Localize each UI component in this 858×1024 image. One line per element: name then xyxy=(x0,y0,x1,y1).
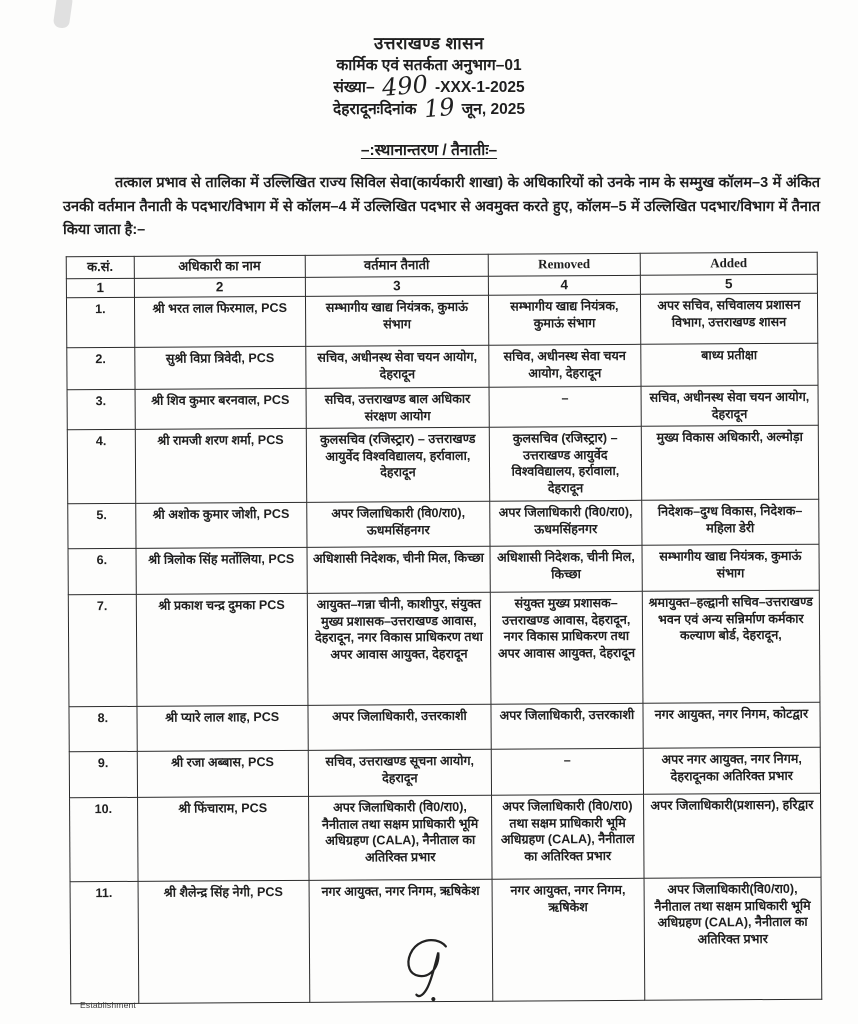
establishment-label: Establishment xyxy=(80,1000,136,1010)
table-row xyxy=(68,590,820,707)
cell-officer-name: श्री फिंचाराम, PCS xyxy=(137,796,309,881)
cell-sno: 5. xyxy=(68,503,136,548)
cell-added: अपर जिलाधिकारी(प्रशासन), हरिद्वार xyxy=(643,793,821,878)
cell-officer-name: श्री प्रकाश चन्द्र दुमका PCS xyxy=(136,593,308,706)
cell-removed: कुलसचिव (रजिस्ट्रार) – उत्तराखण्ड आयुर्वेद विश्वविद्यालय, हर्रावाला, देहरादून xyxy=(489,426,641,501)
column-number: 5 xyxy=(640,273,817,294)
cell-added: सचिव, अधीनस्थ सेवा चयन आयोग, देहरादून xyxy=(641,385,819,426)
cell-officer-name: श्री अशोक कुमार जोशी, PCS xyxy=(135,502,306,548)
date-suffix: जून, 2025 xyxy=(461,101,525,118)
cell-officer-name: सुश्री विप्रा त्रिवेदी, PCS xyxy=(134,346,305,389)
cell-removed: सम्भागीय खाद्य नियंत्रक, कुमाऊं संभाग xyxy=(488,294,640,345)
handwritten-number: 490 xyxy=(380,70,429,102)
cell-removed: – xyxy=(489,386,641,427)
col-header-added: Added xyxy=(640,252,817,275)
cell-added: निदेशक–दुग्ध विकास, निदेशक–महिला डेरी xyxy=(641,499,819,545)
cell-officer-name: श्री रामजी शरण शर्मा, PCS xyxy=(135,428,307,503)
cell-current-posting: अपर जिलाधिकारी (वि0/रा0), ऊधमसिंहनगर xyxy=(307,501,491,547)
cell-removed: संयुक्त मुख्य प्रशासक–उत्तराखण्ड आवास, देहरादून, नगर विकास प्राधिकरण तथा अपर आवास आयुक्त, देहरादून xyxy=(490,591,642,704)
column-number: 4 xyxy=(488,274,640,294)
letterhead xyxy=(0,0,858,124)
signature-scribble xyxy=(394,933,453,1010)
handwritten-date: 19 xyxy=(422,92,456,124)
cell-current-posting: सचिव, उत्तराखण्ड सूचना आयोग, देहरादून xyxy=(308,749,492,796)
date-prefix: देहरादूनःदिनांक xyxy=(333,101,417,118)
col-header-name: अधिकारी का नाम xyxy=(134,255,305,278)
number-prefix: संख्या– xyxy=(333,79,375,96)
cell-added: अपर नगर आयुक्त, नगर निगम, देहरादूनका अतिरिक्त प्रभार xyxy=(643,747,821,794)
cell-added: अपर सचिव, सचिवालय प्रशासन विभाग, उत्तराखण्ड शासन xyxy=(640,293,818,344)
table-row xyxy=(67,425,818,504)
cell-current-posting: अधिशासी निदेशक, चीनी मिल, किच्छा xyxy=(307,546,491,593)
transfer-table xyxy=(66,251,823,1004)
transfer-table-wrap xyxy=(66,251,823,1004)
cell-sno: 10. xyxy=(70,797,138,881)
cell-current-posting: अपर जिलाधिकारी (वि0/रा0), नैनीताल तथा सक्षम प्राधिकारी भूमि अधिग्रहण (CALA), नैनीताल का अतिरिक्त प्रभार xyxy=(308,795,492,880)
table-row xyxy=(70,793,821,882)
number-suffix: -XXX-1-2025 xyxy=(435,79,525,96)
cell-removed: – xyxy=(491,748,643,795)
table-row xyxy=(66,293,817,348)
cell-sno: 7. xyxy=(68,594,136,706)
subject-heading: –:स्थानान्तरण / तैनातीः– xyxy=(360,142,498,159)
cell-removed: अपर जिलाधिकारी (वि0/रा0), ऊधमसिंहनगर xyxy=(490,500,642,546)
cell-current-posting: सचिव, अधीनस्थ सेवा चयन आयोग, देहरादून xyxy=(306,345,489,388)
order-paragraph: तत्काल प्रभाव से तालिका में उल्लिखित राज्य सिविल सेवा(कार्यकारी शाखा) के अधिकारियों को उनके नाम के सम्मुख कॉलम–3 में अंकित उनकी वर्तमान तैनाती के पदभार/विभाग में से कॉलम–4 में उल्लिखित पदभार से अवमुक्त करते हुए, कॉलम–5 में उल्लिखित पदभार/विभाग में तैनात किया जाता है:– xyxy=(63,175,820,238)
org-title: उत्तराखण्ड शासन xyxy=(373,34,485,53)
table-row xyxy=(68,499,819,549)
cell-added: सम्भागीय खाद्य नियंत्रक, कुमाऊं संभाग xyxy=(642,544,820,591)
table-row xyxy=(68,544,819,595)
cell-officer-name: श्री शैलेन्द्र सिंह नेगी, PCS xyxy=(138,880,310,1003)
cell-officer-name: श्री प्यारे लाल शाह, PCS xyxy=(137,705,308,751)
column-number: 2 xyxy=(134,276,305,297)
column-number: 1 xyxy=(66,277,134,297)
cell-removed: अपर जिलाधिकारी, उत्तरकाशी xyxy=(491,703,643,749)
cell-removed: नगर आयुक्त, नगर निगम, ऋषिकेश xyxy=(492,878,644,1001)
cell-officer-name: श्री भरत लाल फिरमाल, PCS xyxy=(134,296,306,347)
cell-sno: 8. xyxy=(69,706,137,751)
cell-current-posting: सम्भागीय खाद्य नियंत्रक, कुमाऊं संभाग xyxy=(305,295,489,346)
cell-sno: 1. xyxy=(66,297,134,347)
table-row xyxy=(67,343,818,390)
cell-sno: 11. xyxy=(70,881,138,1003)
cell-sno: 9. xyxy=(69,751,137,797)
cell-sno: 4. xyxy=(67,429,135,503)
cell-sno: 6. xyxy=(68,548,136,594)
cell-added: श्रमायुक्त–हल्द्वानी सचिव–उत्तराखण्ड भवन एवं अन्य सन्निर्माण कर्मकार कल्याण बोर्ड, देहरादून, xyxy=(642,590,820,703)
cell-removed: अधिशासी निदेशक, चीनी मिल, किच्छा xyxy=(490,545,642,592)
cell-current-posting: नगर आयुक्त, नगर निगम, ऋषिकेश xyxy=(309,879,493,1002)
cell-current-posting: आयुक्त–गन्ना चीनी, काशीपुर, संयुक्त मुख्य प्रशासक–उत्तराखण्ड आवास, देहरादून, नगर विकास प्राधिकरण तथा अपर आवास आयुक्त, देहरादून xyxy=(307,592,491,705)
cell-removed: सचिव, अधीनस्थ सेवा चयन आयोग, देहरादून xyxy=(489,344,641,387)
col-header-current: वर्तमान तैनाती xyxy=(305,254,488,277)
cell-officer-name: श्री त्रिलोक सिंह मर्तोलिया, PCS xyxy=(136,547,307,594)
cell-sno: 2. xyxy=(67,347,135,389)
col-header-sno: क.सं. xyxy=(66,256,134,278)
cell-added: अपर जिलाधिकारी(वि0/रा0), नैनीताल तथा सक्षम प्राधिकारी भूमि अधिग्रहण (CALA), नैनीताल का अतिरिक्त प्रभार xyxy=(644,877,822,1000)
cell-officer-name: श्री रजा अब्बास, PCS xyxy=(137,750,308,797)
cell-sno: 3. xyxy=(67,389,135,429)
date-line xyxy=(0,92,858,124)
table-row xyxy=(67,385,818,430)
section-title: कार्मिक एवं सतर्कता अनुभाग–01 xyxy=(336,57,522,74)
col-header-removed: Removed xyxy=(488,253,640,275)
table-body xyxy=(66,293,821,1004)
column-number: 3 xyxy=(305,275,488,296)
cell-removed: अपर जिलाधिकारी (वि0/रा0) तथा सक्षम प्राधिकारी भूमि अधिग्रहण (CALA), नैनीताल का अतिरिक्त प्रभार xyxy=(492,794,644,879)
table-row xyxy=(69,702,820,752)
cell-current-posting: सचिव, उत्तराखण्ड बाल अधिकार संरक्षण आयोग xyxy=(306,387,489,428)
cell-current-posting: कुलसचिव (रजिस्ट्रार) – उत्तराखण्ड आयुर्वेद विश्वविद्यालय, हर्रावाला, देहरादून xyxy=(306,427,490,502)
cell-added: नगर आयुक्त, नगर निगम, कोटद्वार xyxy=(643,702,821,748)
cell-current-posting: अपर जिलाधिकारी, उत्तरकाशी xyxy=(308,704,492,750)
cell-officer-name: श्री शिव कुमार बरनवाल, PCS xyxy=(135,388,306,429)
cell-added: बाध्य प्रतीक्षा xyxy=(640,343,818,386)
cell-added: मुख्य विकास अधिकारी, अल्मोड़ा xyxy=(641,425,819,500)
table-row xyxy=(69,747,820,798)
